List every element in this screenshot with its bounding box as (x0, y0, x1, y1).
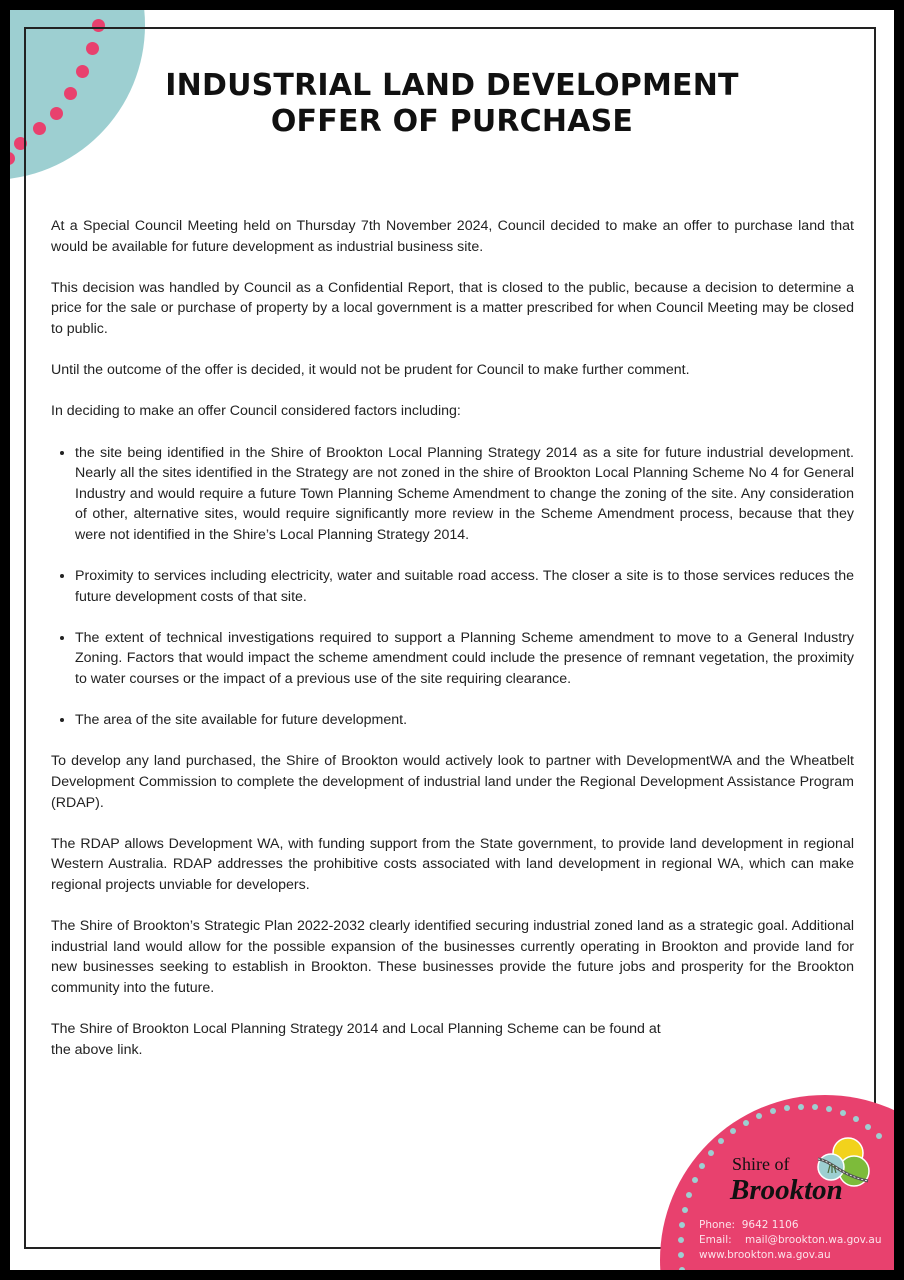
paragraph-rdap: The RDAP allows Development WA, with funding support from the State government, to provide land development in regional Western Australia. RDAP addresses the prohibitive costs associated with land development in regional WA, which can make regional projects unviable for developers. (51, 835, 854, 893)
contact-website: www.brookton.wa.gov.au (699, 1249, 831, 1261)
title-line-1: INDUSTRIAL LAND DEVELOPMENT (165, 68, 739, 103)
document-body (51, 216, 854, 1081)
list-item: • Proximity to services including electricity, water and suitable road access. The closer a site is to those services reduces the future development costs of that site. (75, 566, 854, 607)
contact-info (699, 1218, 882, 1263)
paragraph-link: The Shire of Brookton Local Planning Strategy 2014 and Local Planning Scheme can be found at the above link. (51, 1021, 661, 1058)
contact-email: Email: mail@brookton.wa.gov.au (699, 1234, 882, 1246)
paragraph-meeting: At a Special Council Meeting held on Thursday 7th November 2024, Council decided to make an offer to purchase land that would be available for future development as industrial business site. (51, 218, 854, 255)
paragraph-strategic-plan: The Shire of Brookton’s Strategic Plan 2022-2032 clearly identified securing industrial zoned land as a strategic goal. Additional industrial land would allow for the possible expansion of the businesses currently operating in Brookton and provide land for new businesses seeking to establish in Brookton. These businesses provide the future jobs and prosperity for the Brookton community into the future. (51, 918, 854, 996)
paragraph-partner: To develop any land purchased, the Shire of Brookton would actively look to partner with DevelopmentWA and the Wheatbelt Development Commission to complete the development of industrial land under the Regional Development Assistance Program (RDAP). (51, 753, 854, 811)
list-item: • The extent of technical investigations required to support a Planning Scheme amendment to move to a General Industry Zoning. Factors that would impact the scheme amendment could include the presence of remnant vegetation, the proximity to water courses or the impact of a previous use of the site requiring clearance. (75, 628, 854, 690)
page-title (10, 68, 894, 140)
logo-brookton: Brookton (730, 1174, 843, 1206)
title-line-2: OFFER OF PURCHASE (270, 104, 634, 139)
list-item: • The area of the site available for future development. (75, 710, 854, 731)
document-page (10, 10, 894, 1270)
list-item: • the site being identified in the Shire of Brookton Local Planning Strategy 2014 as a site for future industrial development. Nearly all the sites identified in the Strategy are not zoned in the shire of Brookton Local Planning Scheme No 4 for General Industry and would require a future Town Planning Scheme Amendment to change the zoning of the site. Any consideration of other, alternative sites, would require significantly more review in the Scheme Amendment process, because that they were not identified in the Shire’s Local Planning Strategy 2014. (75, 443, 854, 546)
logo-shire-of: Shire of (732, 1154, 790, 1174)
paragraph-confidential: This decision was handled by Council as a Confidential Report, that is closed to the public, because a decision to determine a price for the sale or purchase of property by a local government is a matter prescribed for when Council Meeting may be closed to public. (51, 279, 854, 337)
paragraph-outcome: Until the outcome of the offer is decided, it would not be prudent for Council to make further comment. (51, 362, 690, 379)
paragraph-factors-intro: In deciding to make an offer Council considered factors including: (51, 403, 461, 420)
factors-list (51, 443, 854, 731)
contact-phone: Phone: 9642 1106 (699, 1219, 799, 1231)
